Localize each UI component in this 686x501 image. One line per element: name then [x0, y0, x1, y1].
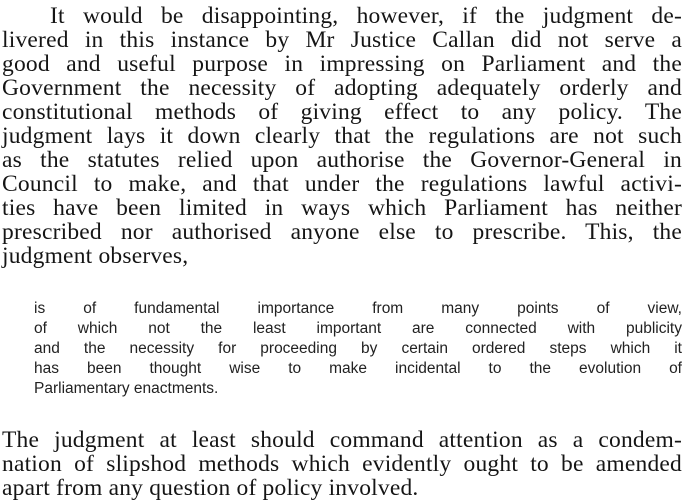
quotation-line: has been thought wise to make incidental to the evolution of — [34, 360, 682, 377]
quotation-line: of which not the least important are connected with publicity — [34, 320, 682, 337]
paragraph-line: Government the necessity of adopting adequately orderly and — [2, 75, 682, 101]
paragraph-line: livered in this instance by Mr Justice Callan did not serve a — [2, 27, 682, 53]
quotation-line: and the necessity for proceeding by certain ordered steps which it — [34, 340, 682, 357]
paragraph-line: nation of slipshod methods which evidently ought to be amended — [2, 451, 682, 477]
quotation-line: Parliamentary enactments. — [34, 380, 219, 397]
quotation-line: is of fundamental importance from many points of view, — [34, 300, 682, 317]
paragraph-line: prescribed nor authorised anyone else to prescribe. This, the — [2, 219, 682, 245]
paragraph-line: good and useful purpose in impressing on Parliament and the — [2, 51, 682, 77]
paragraph-line: judgment observes, — [2, 243, 189, 269]
paragraph-line: ties have been limited in ways which Parliament has neither — [2, 195, 682, 221]
paragraph-line: as the statutes relied upon authorise the Governor-General in — [2, 147, 682, 173]
paragraph-line: constitutional methods of giving effect to any policy. The — [2, 99, 682, 125]
paragraph-line: The judgment at least should command attention as a condem- — [2, 427, 682, 453]
paragraph-line: It would be disappointing, however, if the judgment de- — [50, 3, 682, 29]
paragraph-line: Council to make, and that under the regulations lawful activi- — [2, 171, 682, 197]
paragraph-line: judgment lays it down clearly that the regulations are not such — [2, 123, 682, 149]
paragraph-line: apart from any question of policy involved. — [2, 475, 419, 501]
